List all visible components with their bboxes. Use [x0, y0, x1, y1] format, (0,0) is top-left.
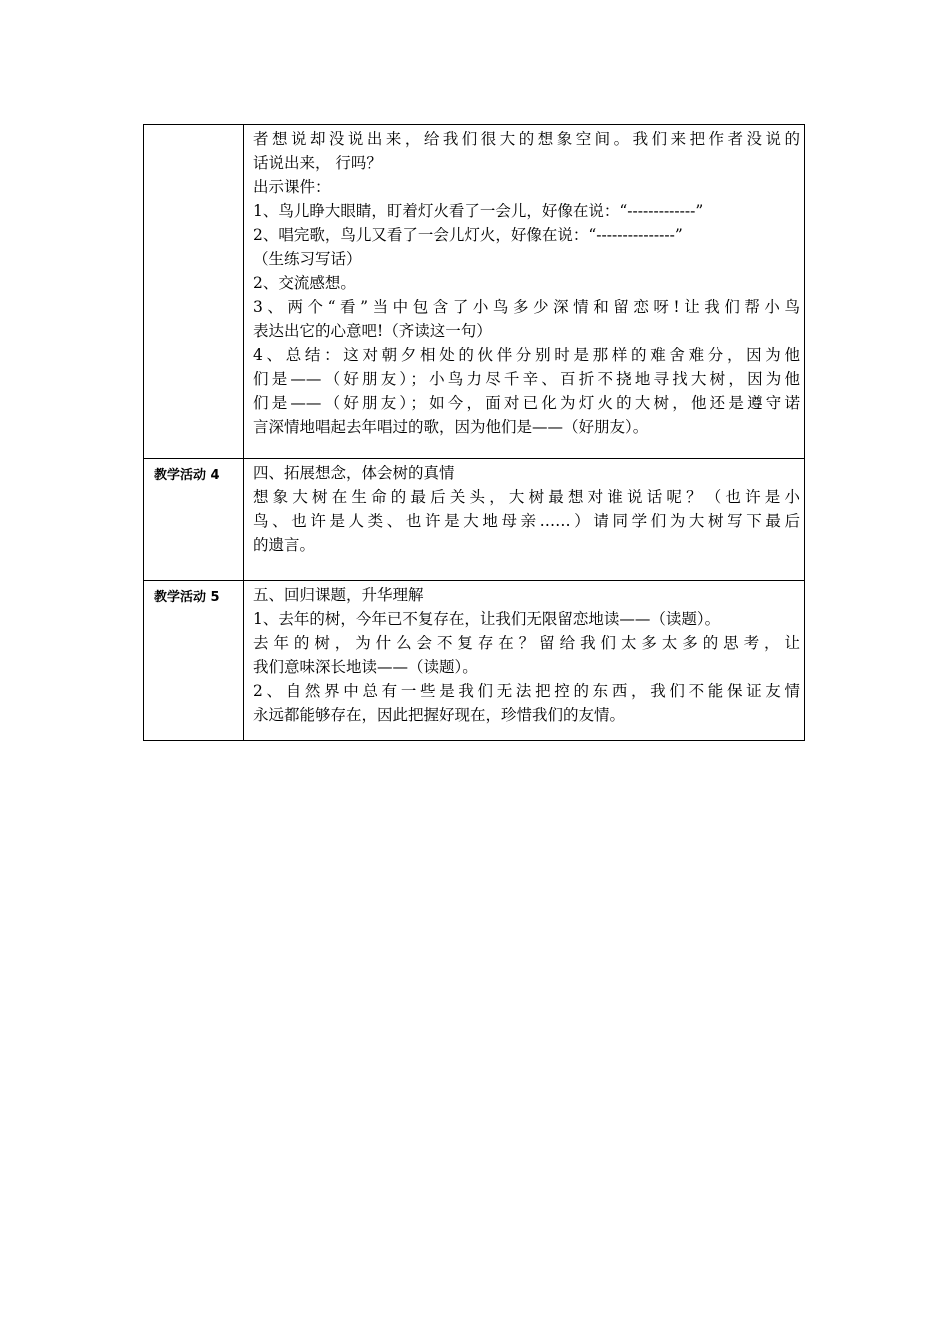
- content-line: 话说出来， 行吗？: [253, 154, 382, 172]
- content-line: （生练习写话）: [253, 250, 362, 268]
- activity-label-cell: 教学活动 4: [144, 459, 244, 581]
- table-row: [144, 459, 805, 581]
- content-line: 1、鸟儿睁大眼睛，盯着灯火看了一会儿，好像在说：“-------------”: [253, 202, 704, 220]
- content-line: 去年的树，为什么会不复存在？留给我们太多太多的思考，让: [253, 634, 800, 652]
- content-line: 出示课件：: [253, 178, 331, 196]
- activity-content-cell: [244, 581, 805, 741]
- content-line: 表达出它的心意吧!（齐读这一句）: [253, 322, 492, 340]
- activity-label-cell: 教学活动 5: [144, 581, 244, 741]
- lesson-plan-table: [143, 124, 805, 741]
- content-line: 言深情地唱起去年唱过的歌，因为他们是——（好朋友）。: [253, 418, 649, 436]
- content-line: 2、交流感想。: [253, 274, 356, 292]
- content-line: 4、总结：这对朝夕相处的伙伴分别时是那样的难舍难分，因为他: [253, 346, 800, 364]
- table-row: [144, 125, 805, 459]
- content-line: 的遗言。: [253, 536, 316, 554]
- activity-content-cell: [244, 459, 805, 581]
- content-line: 2、自然界中总有一些是我们无法把控的东西，我们不能保证友情: [253, 682, 800, 700]
- activity-label-cell: [144, 125, 244, 459]
- table-row: [144, 581, 805, 741]
- content-line: 五、回归课题，升华理解: [253, 586, 424, 604]
- content-line: 四、拓展想念，体会树的真情: [253, 464, 455, 482]
- content-line: 永远都能够存在，因此把握好现在，珍惜我们的友情。: [253, 706, 626, 724]
- content-line: 我们意味深长地读——（读题）。: [253, 658, 478, 676]
- content-line: 1、去年的树，今年已不复存在，让我们无限留恋地读——（读题）。: [253, 610, 721, 628]
- content-line: 想象大树在生命的最后关头，大树最想对谁说话呢？（也许是小: [253, 488, 800, 506]
- content-line: 们是——（好朋友）；小鸟力尽千辛、百折不挠地寻找大树，因为他: [253, 370, 800, 388]
- activity-content-cell: [244, 125, 805, 459]
- content-line: 2、唱完歌，鸟儿又看了一会儿灯火，好像在说：“---------------”: [253, 226, 683, 244]
- content-line: 鸟、也许是人类、也许是大地母亲……）请同学们为大树写下最后: [253, 512, 800, 530]
- content-line: 者想说却没说出来，给我们很大的想象空间。我们来把作者没说的: [253, 130, 800, 148]
- content-line: 们是——（好朋友）；如今，面对已化为灯火的大树，他还是遵守诺: [253, 394, 800, 412]
- content-line: 3、两个“看”当中包含了小鸟多少深情和留恋呀!让我们帮小鸟: [253, 298, 800, 316]
